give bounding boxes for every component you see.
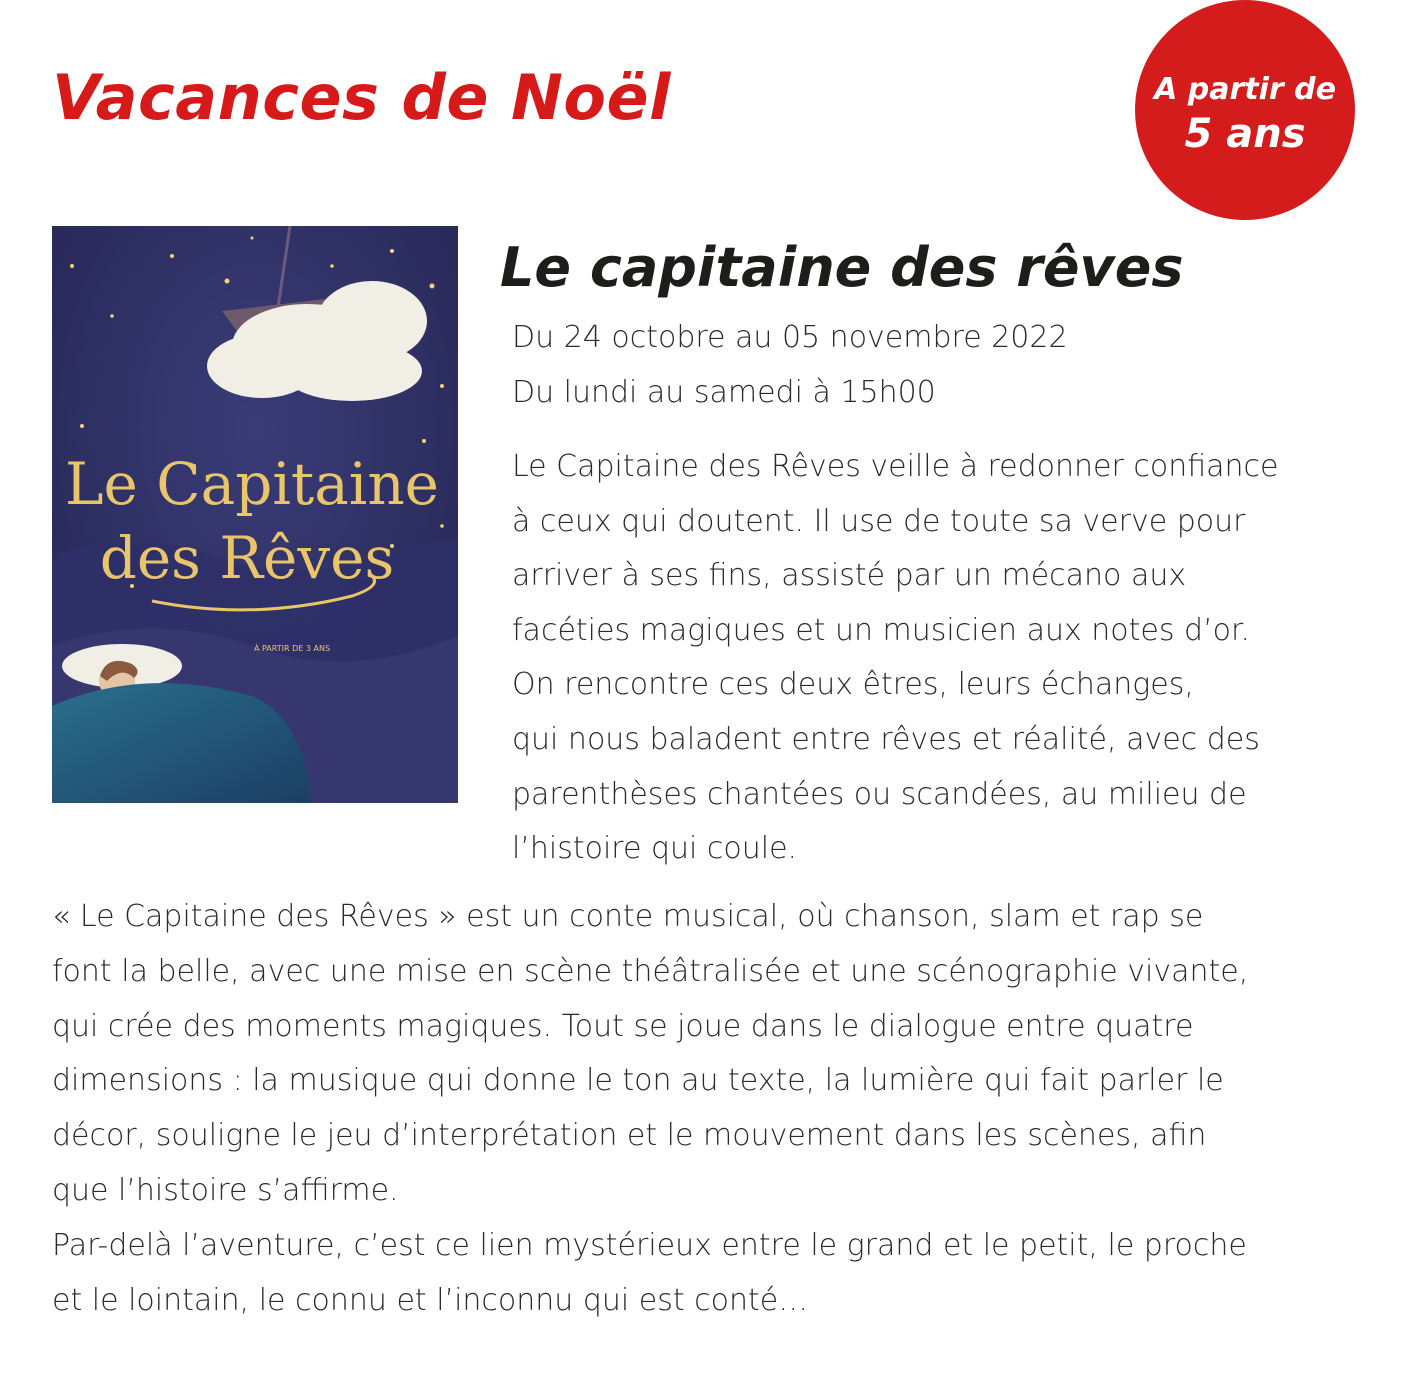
summary-line: l’histoire qui coule. [512, 831, 798, 867]
show-dates: Du 24 octobre au 05 novembre 2022 [512, 320, 1068, 355]
poster-title-line1: Le Capitaine [64, 450, 440, 518]
description-line: qui crée des moments magiques. Tout se joue dans le dialogue entre quatre [52, 1008, 1194, 1044]
poster-title-line2: des Rêves [99, 524, 395, 592]
summary-line: Le Capitaine des Rêves veille à redonner confiance [512, 449, 1279, 484]
description-line: dimensions : la musique qui donne le ton au texte, la lumière qui fait parler le [52, 1063, 1224, 1099]
summary-line: qui nous baladent entre rêves et réalité, avec des [512, 721, 1260, 757]
description-line: décor, souligne le jeu d’interprétation et le mouvement dans les scènes, afin [52, 1118, 1207, 1154]
summary-line: parenthèses chantées ou scandées, au milieu de [512, 776, 1247, 812]
section-title: Vacances de Noël [52, 61, 671, 134]
poster-illustration [52, 226, 458, 803]
show-poster [52, 226, 458, 803]
age-badge [1135, 0, 1355, 220]
show-schedule: Du lundi au samedi à 15h00 [512, 375, 936, 410]
poster-subtitle: À PARTIR DE 3 ANS [253, 644, 331, 653]
summary-line: arriver à ses fins, assisté par un mécano aux [512, 558, 1187, 594]
summary-line: On rencontre ces deux êtres, leurs échanges, [512, 667, 1194, 703]
age-badge-line1: A partir de [1154, 72, 1336, 107]
show-summary [512, 440, 1382, 877]
description-line: et le lointain, le connu et l’inconnu qui est conté… [52, 1282, 809, 1318]
age-badge-line2: 5 ans [1184, 111, 1306, 157]
description-line: que l’histoire s’affirme. [52, 1172, 399, 1208]
summary-line: facéties magiques et un musicien aux notes d’or. [512, 612, 1251, 648]
show-description [52, 890, 1382, 1328]
summary-line: à ceux qui doutent. Il use de toute sa verve pour [512, 503, 1246, 539]
description-line: font la belle, avec une mise en scène théâtralisée et une scénographie vivante, [52, 953, 1249, 989]
description-line: Par-delà l’aventure, c’est ce lien mystérieux entre le grand et le petit, le proche [52, 1227, 1247, 1263]
description-line: « Le Capitaine des Rêves » est un conte musical, où chanson, slam et rap se [52, 899, 1204, 934]
show-title: Le capitaine des rêves [500, 236, 1184, 299]
